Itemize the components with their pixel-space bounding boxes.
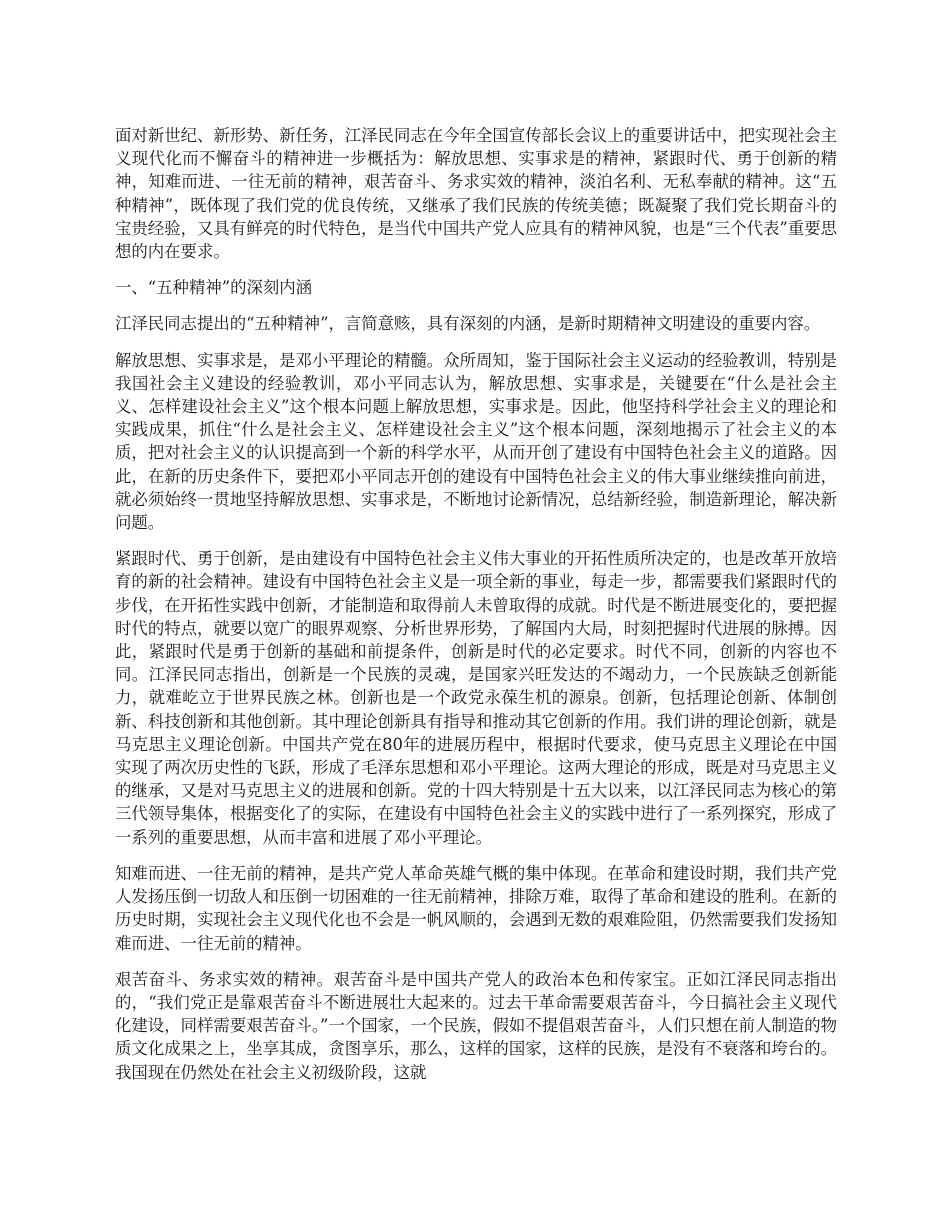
section-heading: 一、“五种精神”的深刻内涵	[115, 278, 313, 298]
paragraph-emancipating-mind: 解放思想、实事求是，是邓小平理论的精髓。众所周知，鉴于国际社会主义运动的经验教训，特别是我国社会主义建设的经验教训，邓小平同志认为，解放思想、实事求是，关键要在“什么是社会主义、怎样建设社会主义”这个根本问题上解放思想，实事求是。因此，他坚持科学社会主义的理论和实践成果，抓住“什么是社会主义、怎样建设社会主义”这个根本问题，深刻地揭示了社会主义的本质，把对社会主义的认识提高到一个新的科学水平，从而开创了建设有中国特色社会主义的道路。因此，在新的历史条件下，要把邓小平同志开创的建设有中国特色社会主义的伟大事业继续推向前进，就必须始终一贯地坚持解放思想、实事求是，不断地讨论新情况，总结新经验，制造新理论，解决新问题。	[115, 350, 837, 533]
paragraph-keeping-pace: 紧跟时代、勇于创新，是由建设有中国特色社会主义伟大事业的开拓性质所决定的，也是改革开放培育的新的社会精神。建设有中国特色社会主义是一项全新的事业，每走一步，都需要我们紧跟时代的步伐，在开拓性实践中创新，才能制造和取得前人未曾取得的成就。时代是不断进展变化的，要把握时代的特点，就要以宽广的眼界观察、分析世界形势，了解国内大局，时刻把握时代进展的脉搏。因此，紧跟时代是勇于创新的基础和前提条件，创新是时代的必定要求。时代不同，创新的内容也不同。江泽民同志指出，创新是一个民族的灵魂，是国家兴旺发达的不竭动力，一个民族缺乏创新能力，就难屹立于世界民族之林。创新也是一个政党永葆生机的源泉。创新，包括理论创新、体制创新、科技创新和其他创新。其中理论创新具有指导和推动其它创新的作用。我们讲的理论创新，就是马克思主义理论创新。中国共产党在80年的进展历程中，根据时代要求，使马克思主义理论在中国实现了两次历史性的飞跃，形成了毛泽东思想和邓小平理论。这两大理论的形成，既是对马克思主义的继承，又是对马克思主义的进展和创新。党的十四大特别是十五大以来，以江泽民同志为核心的第三代领导集体，根据变化了的实际，在建设有中国特色社会主义的实践中进行了一系列探究，形成了一系列的重要思想，从而丰富和进展了邓小平理论。	[115, 549, 837, 847]
paragraph-forging-ahead: 知难而进、一往无前的精神，是共产党人革命英雄气概的集中体现。在革命和建设时期，我们共产党人发扬压倒一切敌人和压倒一切困难的一往无前精神，排除万难，取得了革命和建设的胜利。在新的历史时期，实现社会主义现代化也不会是一帆风顺的，会遇到无数的艰难险阻，仍然需要我们发扬知难而进、一往无前的精神。	[115, 863, 837, 953]
paragraph-hard-work: 艰苦奋斗、务求实效的精神。艰苦奋斗是中国共产党人的政治本色和传家宝。正如江泽民同志指出的，“我们党正是靠艰苦奋斗不断进展壮大起来的。过去干革命需要艰苦奋斗，今日搞社会主义现代化建设，同样需要艰苦奋斗。”一个国家，一个民族，假如不提倡艰苦奋斗，人们只想在前人制造的物质文化成果之上，坐享其成，贪图享乐，那么，这样的国家，这样的民族，是没有不衰落和垮台的。我国现在仍然处在社会主义初级阶段，这就	[115, 969, 837, 1082]
intro-paragraph: 面对新世纪、新形势、新任务，江泽民同志在今年全国宣传部长会议上的重要讲话中，把实现社会主义现代化而不懈奋斗的精神进一步概括为：解放思想、实事求是的精神，紧跟时代、勇于创新的精神，知难而进、一往无前的精神，艰苦奋斗、务求实效的精神，淡泊名利、无私奉献的精神。这“五种精神”，既体现了我们党的优良传统，又继承了我们民族的传统美德；既凝聚了我们党长期奋斗的宝贵经验，又具有鲜亮的时代特色，是当代中国共产党人应具有的精神风貌，也是“三个代表”重要思想的内在要求。	[115, 126, 837, 262]
paragraph-five-spirits: 江泽民同志提出的“五种精神”，言简意赅，具有深刻的内涵，是新时期精神文明建设的重要内容。	[115, 314, 821, 334]
document-body	[115, 124, 837, 1097]
